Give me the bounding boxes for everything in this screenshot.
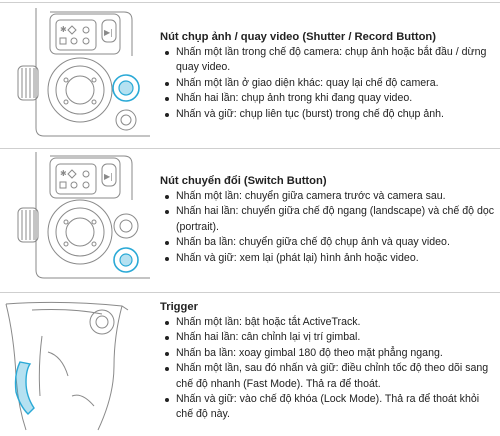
list-item: Nhấn một lần: chuyển giữa camera trước và camera sau. <box>160 189 496 204</box>
list-item: Nhấn hai lần: cân chỉnh lại vị trí gimbal. <box>160 330 496 345</box>
list-item: Nhấn và giữ: chụp liên tục (burst) trong chế độ chụp ảnh. <box>160 107 496 122</box>
list-item: Nhấn hai lần: chụp ảnh trong khi đang quay video. <box>160 91 496 106</box>
list-item: Nhấn một lần: bật hoặc tắt ActiveTrack. <box>160 315 496 330</box>
list-item: Nhấn hai lần: chuyển giữa chế độ ngang (landscape) và chế độ dọc (portrait). <box>160 204 496 235</box>
trigger-text-block <box>160 300 496 423</box>
section-trigger <box>0 296 500 436</box>
shutter-bullet-list <box>160 45 496 122</box>
section-shutter-button <box>0 6 500 142</box>
svg-text:▶|: ▶| <box>104 28 113 37</box>
gimbal-shutter-illustration <box>2 8 150 138</box>
list-item: Nhấn một lần trong chế độ camera: chụp ảnh hoặc bắt đầu / dừng quay video. <box>160 45 496 76</box>
gimbal-switch-illustration <box>2 152 150 280</box>
switch-bullet-list <box>160 189 496 266</box>
list-item: Nhấn một lần, sau đó nhấn và giữ: điều chỉnh tốc độ theo dõi sang chế độ nhanh (Fast Mode). Thả ra để thoát. <box>160 361 496 392</box>
shutter-title: Nút chụp ảnh / quay video (Shutter / Record Button) <box>160 31 436 43</box>
list-item: Nhấn ba lần: chuyển giữa chế độ chụp ảnh và quay video. <box>160 235 496 250</box>
list-item: Nhấn và giữ: xem lại (phát lại) hình ảnh hoặc video. <box>160 251 496 266</box>
switch-title: Nút chuyển đổi (Switch Button) <box>160 175 327 187</box>
trigger-title: Trigger <box>160 301 198 313</box>
switch-text-block <box>160 174 496 266</box>
list-item: Nhấn và giữ: vào chế độ khóa (Lock Mode). Thả ra để thoát khỏi chế độ này. <box>160 392 496 423</box>
divider-top <box>0 2 500 3</box>
divider-bottom <box>0 292 500 293</box>
section-switch-button <box>0 152 500 282</box>
shutter-text-block <box>160 30 496 122</box>
list-item: Nhấn ba lần: xoay gimbal 180 độ theo mặt phẳng ngang. <box>160 346 496 361</box>
svg-text:✱: ✱ <box>60 25 67 34</box>
list-item: Nhấn một lần ở giao diện khác: quay lại chế độ camera. <box>160 76 496 91</box>
divider-middle <box>0 148 500 149</box>
trigger-bullet-list <box>160 315 496 423</box>
svg-text:▶|: ▶| <box>104 172 113 181</box>
svg-text:✱: ✱ <box>60 169 67 178</box>
gimbal-trigger-illustration <box>2 296 150 434</box>
